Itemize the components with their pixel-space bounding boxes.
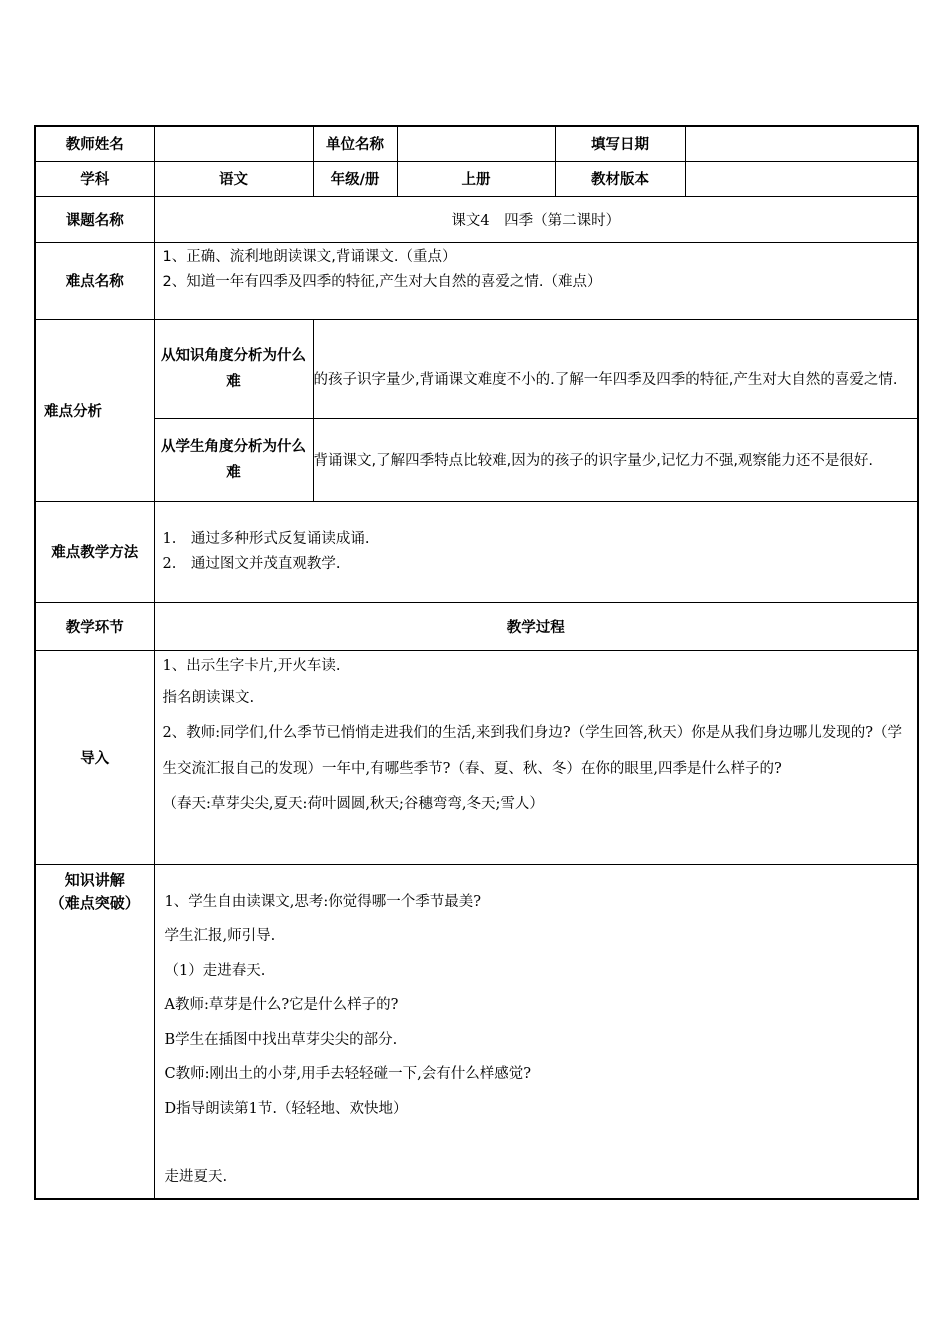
teacher-name-label: 教师姓名 [35, 126, 154, 161]
stage-label: 教学环节 [35, 602, 154, 650]
teacher-name-field[interactable] [154, 126, 313, 161]
knowledge-content [154, 864, 918, 1199]
difficulty-row [35, 242, 918, 319]
intro-label: 导入 [35, 650, 154, 864]
process-header-row [35, 602, 918, 650]
edition-label: 教材版本 [555, 161, 685, 196]
intro-line: 1、出示生字卡片,开火车读. [162, 657, 341, 674]
edition-field[interactable] [685, 161, 918, 196]
knowledge-line: C教师:刚出土的小芽,用手去轻轻碰一下,会有什么样感觉? [164, 1066, 531, 1082]
topic-label: 课题名称 [35, 196, 154, 242]
intro-line: 2、教师:同学们,什么季节已悄悄走进我们的生活,来到我们身边?（学生回答,秋天）你是从我们身边哪儿发现的?（学生交流汇报自己的发现）一年中,有哪些季节?（春、夏、秋、冬）在你的眼里,四季是什么样子的? [162, 724, 902, 777]
subject-value: 语文 [154, 161, 313, 196]
knowledge-label [35, 864, 154, 1199]
difficulty-line: 2、知道一年有四季及四季的特征,产生对大自然的喜爱之情.（难点） [162, 273, 602, 290]
header-row-2 [35, 161, 918, 196]
process-label: 教学过程 [154, 602, 918, 650]
knowledge-label-line1: 知识讲解 [64, 870, 125, 889]
subject-label: 学科 [35, 161, 154, 196]
unit-field[interactable] [397, 126, 555, 161]
knowledge-line: 1、学生自由读课文,思考:你觉得哪一个季节最美? [164, 893, 481, 910]
intro-row [35, 650, 918, 864]
unit-label: 单位名称 [313, 126, 397, 161]
knowledge-label-line2: （难点突破） [49, 893, 140, 912]
student-angle-label: 从学生角度分析为什么难 [154, 418, 313, 501]
grade-label: 年级/册 [313, 161, 397, 196]
date-label: 填写日期 [555, 126, 685, 161]
lesson-plan-table [34, 125, 919, 1200]
analysis-label: 难点分析 [35, 319, 154, 501]
analysis-row-student [35, 418, 918, 501]
method-line: 1. 通过多种形式反复诵读成诵. [162, 530, 370, 547]
knowledge-angle-label: 从知识角度分析为什么难 [154, 319, 313, 418]
knowledge-line: D指导朗读第1节.（轻轻地、欢快地） [164, 1100, 408, 1117]
intro-line: 指名朗读课文. [162, 689, 255, 706]
header-row-1 [35, 126, 918, 161]
difficulty-label: 难点名称 [35, 242, 154, 319]
method-label: 难点教学方法 [35, 501, 154, 602]
intro-content [154, 650, 918, 864]
knowledge-line: （1）走进春天. [164, 962, 266, 979]
analysis-row-knowledge [35, 319, 918, 418]
method-line: 2. 通过图文并茂直观教学. [162, 555, 341, 572]
knowledge-line: B学生在插图中找出草芽尖尖的部分. [164, 1031, 398, 1048]
knowledge-line: 学生汇报,师引导. [164, 928, 276, 944]
difficulty-content [154, 242, 918, 319]
method-row [35, 501, 918, 602]
topic-value: 课文4 四季（第二课时） [154, 196, 918, 242]
grade-value: 上册 [397, 161, 555, 196]
intro-line: （春天:草芽尖尖,夏天:荷叶圆圆,秋天;谷穗弯弯,冬天;雪人） [162, 795, 544, 812]
date-field[interactable] [685, 126, 918, 161]
student-angle-text: 背诵课文,了解四季特点比较难,因为的孩子的识字量少,记忆力不强,观察能力还不是很好. [313, 418, 918, 501]
topic-row [35, 196, 918, 242]
knowledge-line [165, 1126, 910, 1160]
knowledge-row [35, 864, 918, 1199]
knowledge-angle-text: 的孩子识字量少,背诵课文难度不小的.了解一年四季及四季的特征,产生对大自然的喜爱之情. [313, 319, 918, 418]
difficulty-line: 1、正确、流利地朗读课文,背诵课文.（重点） [162, 248, 457, 265]
knowledge-line: 走进夏天. [164, 1169, 228, 1185]
knowledge-line: A教师:草芽是什么?它是什么样子的? [164, 997, 399, 1013]
method-content [154, 501, 918, 602]
